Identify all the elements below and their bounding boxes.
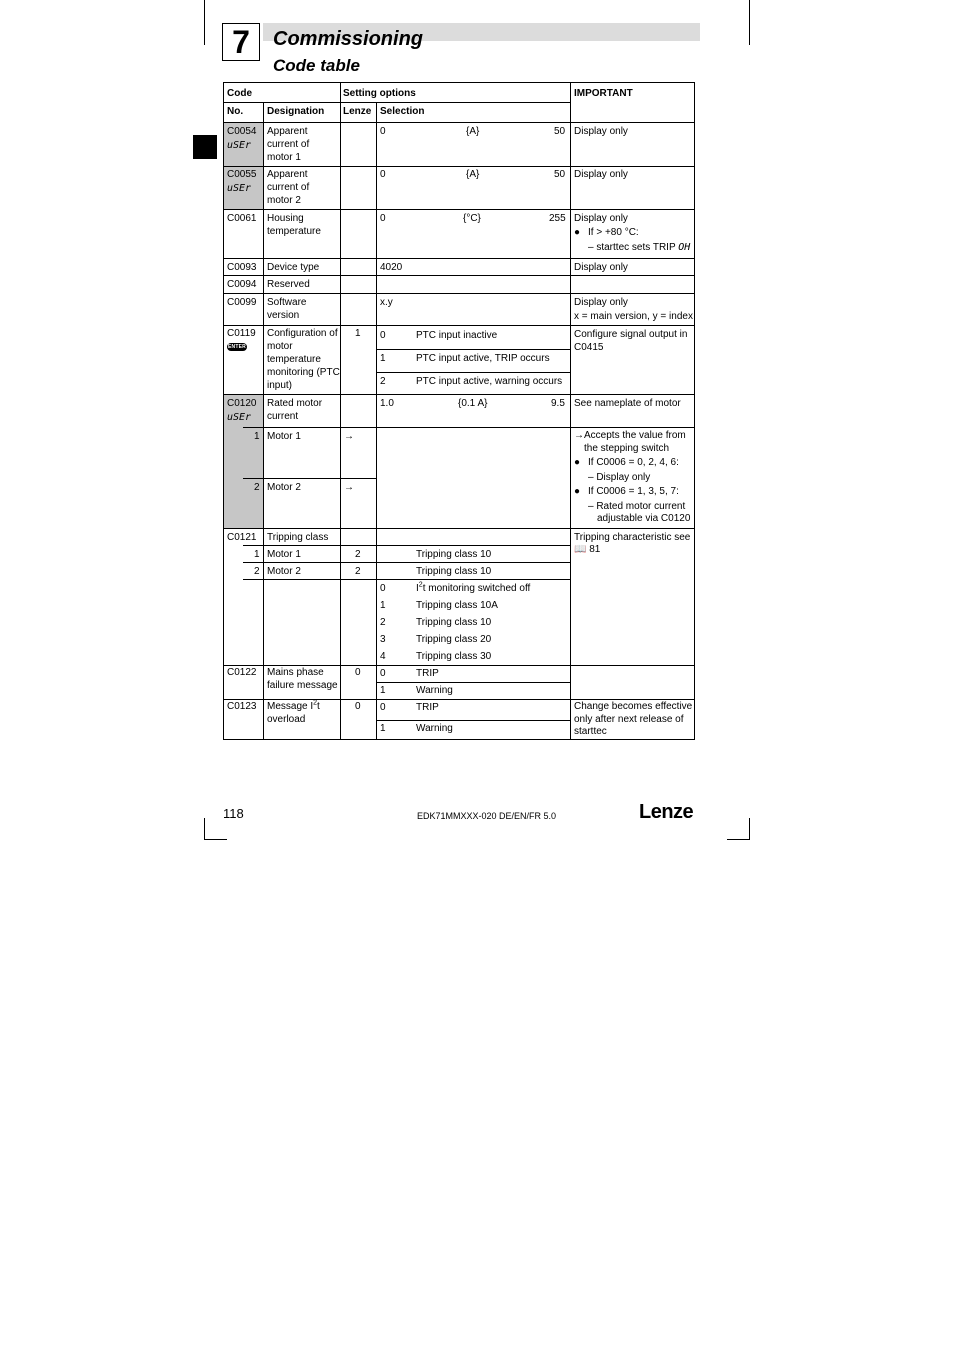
option-label: Tripping class 10A — [416, 600, 498, 611]
page-number: 118 — [223, 806, 244, 821]
option-value: 1 — [380, 600, 386, 611]
col-header-lenze: Lenze — [343, 106, 372, 117]
sub-code-no: 2 — [254, 566, 260, 577]
designation: failure message — [267, 680, 338, 691]
code-c0099: C0099 — [227, 297, 257, 308]
col-header-setting-options: Setting options — [343, 88, 416, 99]
designation: current of — [267, 182, 310, 193]
col-header-selection: Selection — [380, 106, 425, 117]
important-note: See nameplate of motor — [574, 398, 681, 409]
page-title: Commissioning — [273, 28, 424, 50]
important-note: If > +80 °C: — [588, 227, 639, 238]
important-note: If C0006 = 1, 3, 5, 7: — [588, 486, 679, 497]
sub-designation: Motor 2 — [267, 482, 301, 493]
trip-code-lcd: OH — [678, 242, 691, 253]
important-note: – Display only — [588, 472, 651, 483]
option-value: 0 — [380, 583, 386, 594]
important-note: adjustable via C0120 — [597, 513, 691, 524]
lenze-default: 0 — [355, 667, 361, 678]
important-note: – Rated motor current — [588, 501, 686, 512]
code-c0122: C0122 — [227, 667, 257, 678]
chapter-number: 7 — [222, 23, 260, 61]
sub-code-no: 1 — [254, 431, 260, 442]
option-value: 2 — [380, 617, 386, 628]
code-c0061: C0061 — [227, 213, 257, 224]
designation — [267, 700, 320, 713]
important-note: Configure signal output in — [574, 329, 688, 340]
important-note: Tripping characteristic see — [574, 532, 691, 543]
important-note: Change becomes effective — [574, 701, 693, 712]
range-unit: {A} — [466, 126, 480, 137]
designation: Software — [267, 297, 307, 308]
option-value: 0 — [380, 668, 386, 679]
designation: motor 2 — [267, 195, 301, 206]
option-label: TRIP — [416, 702, 439, 713]
option-label: Tripping class 10 — [416, 617, 492, 628]
designation: Configuration of — [267, 328, 338, 339]
range-min: 1.0 — [380, 398, 394, 409]
user-menu-lcd: uSEr — [227, 412, 252, 423]
range-max: 50 — [554, 169, 566, 180]
sub-code-no: 2 — [254, 482, 260, 493]
range-unit: {0.1 A} — [458, 398, 488, 409]
crop-mark — [204, 839, 227, 840]
page-subtitle: Code table — [273, 56, 360, 75]
range-unit: {°C} — [463, 213, 481, 224]
range-max: 50 — [554, 126, 566, 137]
crop-mark — [749, 0, 750, 45]
code-c0094: C0094 — [227, 279, 257, 290]
important-note: starttec — [574, 726, 607, 737]
important-note: Display only — [574, 262, 628, 273]
crop-mark — [749, 818, 750, 840]
option-label: PTC input inactive — [416, 330, 498, 341]
designation: motor — [267, 341, 293, 352]
option-label-text: t monitoring switched off — [422, 583, 531, 594]
sub-code-no: 1 — [254, 549, 260, 560]
important-note: x = main version, y = index — [574, 311, 693, 322]
option-label: Tripping class 20 — [416, 634, 492, 645]
superscript: 2 — [313, 699, 318, 707]
code-c0093: C0093 — [227, 262, 257, 273]
document-id: EDK71MMXXX-020 DE/EN/FR 5.0 — [417, 811, 557, 821]
option-label: Warning — [416, 685, 453, 696]
option-label: TRIP — [416, 668, 439, 679]
designation: monitoring (PTC — [267, 367, 340, 378]
designation: Apparent — [267, 169, 308, 180]
important-note — [588, 241, 690, 254]
designation: Housing — [267, 213, 304, 224]
option-label: PTC input active, warning occurs — [416, 376, 563, 387]
col-header-no: No. — [227, 106, 244, 117]
range-max: 255 — [549, 213, 566, 224]
bullet: ● — [574, 486, 581, 497]
selection: Tripping class 10 — [416, 566, 492, 577]
option-value: 4 — [380, 651, 386, 662]
designation: Rated motor — [267, 398, 323, 409]
option-label: PTC input active, TRIP occurs — [416, 353, 550, 364]
arrow-icon: → — [344, 431, 354, 442]
crop-mark — [204, 0, 205, 45]
enter-key-icon: ENTER — [228, 344, 246, 350]
designation: current of — [267, 139, 310, 150]
code-c0054: C0054 — [227, 126, 257, 137]
lenze-default: 2 — [355, 566, 361, 577]
arrow-icon: → — [344, 482, 354, 493]
important-note: Display only — [574, 297, 628, 308]
chapter-tab-marker — [193, 135, 217, 159]
designation: current — [267, 411, 299, 422]
range-min: 0 — [380, 169, 386, 180]
range-min: 0 — [380, 213, 386, 224]
selection: x.y — [380, 297, 393, 308]
range-min: 0 — [380, 126, 386, 137]
important-note: →Accepts the value from — [574, 430, 686, 441]
selection: 4020 — [380, 262, 403, 273]
superscript: 2 — [418, 581, 423, 589]
option-value: 0 — [380, 330, 386, 341]
option-label: Warning — [416, 723, 453, 734]
important-note-text: – starttec sets TRIP — [588, 242, 676, 253]
code-c0055: C0055 — [227, 169, 257, 180]
option-label — [416, 582, 530, 595]
code-c0120: C0120 — [227, 398, 257, 409]
important-note: Display only — [574, 169, 628, 180]
sub-designation: Motor 2 — [267, 566, 301, 577]
col-header-code: Code — [227, 88, 252, 99]
crop-mark — [204, 818, 205, 840]
range-unit: {A} — [466, 169, 480, 180]
designation-text: t — [317, 701, 320, 712]
designation: Tripping class — [267, 532, 329, 543]
designation: overload — [267, 714, 306, 725]
option-value: 1 — [380, 685, 386, 696]
important-note: If C0006 = 0, 2, 4, 6: — [588, 457, 679, 468]
lenze-default: 1 — [355, 328, 361, 339]
important-note: Display only — [574, 126, 628, 137]
bullet: ● — [574, 227, 581, 238]
designation: input) — [267, 380, 293, 391]
sub-designation: Motor 1 — [267, 431, 301, 442]
code-c0121: C0121 — [227, 532, 257, 543]
designation: Device type — [267, 262, 320, 273]
designation: Mains phase — [267, 667, 324, 678]
user-menu-lcd: uSEr — [227, 183, 252, 194]
designation: temperature — [267, 354, 321, 365]
option-label: Tripping class 30 — [416, 651, 492, 662]
designation-text: Message I — [267, 701, 314, 712]
designation: motor 1 — [267, 152, 301, 163]
designation: version — [267, 310, 300, 321]
code-c0123: C0123 — [227, 701, 257, 712]
selection: Tripping class 10 — [416, 549, 492, 560]
designation: Apparent — [267, 126, 308, 137]
crop-mark — [727, 839, 750, 840]
user-menu-lcd: uSEr — [227, 140, 252, 151]
range-max: 9.5 — [551, 398, 565, 409]
lenze-default: 0 — [355, 701, 361, 712]
option-label-text: I — [416, 583, 419, 594]
col-header-designation: Designation — [267, 106, 325, 117]
important-note: C0415 — [574, 342, 604, 353]
important-note: only after next release of — [574, 714, 684, 725]
code-c0119: C0119 — [227, 328, 256, 339]
option-value: 0 — [380, 702, 386, 713]
code-table — [223, 82, 695, 740]
book-icon: 📖 — [574, 544, 587, 555]
lenze-logo: Lenze — [639, 801, 694, 823]
col-header-important: IMPORTANT — [574, 88, 633, 99]
option-value: 1 — [380, 353, 386, 364]
designation: Reserved — [267, 279, 310, 290]
important-note: Display only — [574, 213, 628, 224]
sub-designation: Motor 1 — [267, 549, 301, 560]
important-note — [574, 543, 600, 556]
option-value: 1 — [380, 723, 386, 734]
bullet: ● — [574, 457, 581, 468]
page-ref: 81 — [589, 544, 601, 555]
option-value: 3 — [380, 634, 386, 645]
important-note: the stepping switch — [584, 443, 670, 454]
option-value: 2 — [380, 376, 386, 387]
lenze-default: 2 — [355, 549, 361, 560]
designation: temperature — [267, 226, 321, 237]
